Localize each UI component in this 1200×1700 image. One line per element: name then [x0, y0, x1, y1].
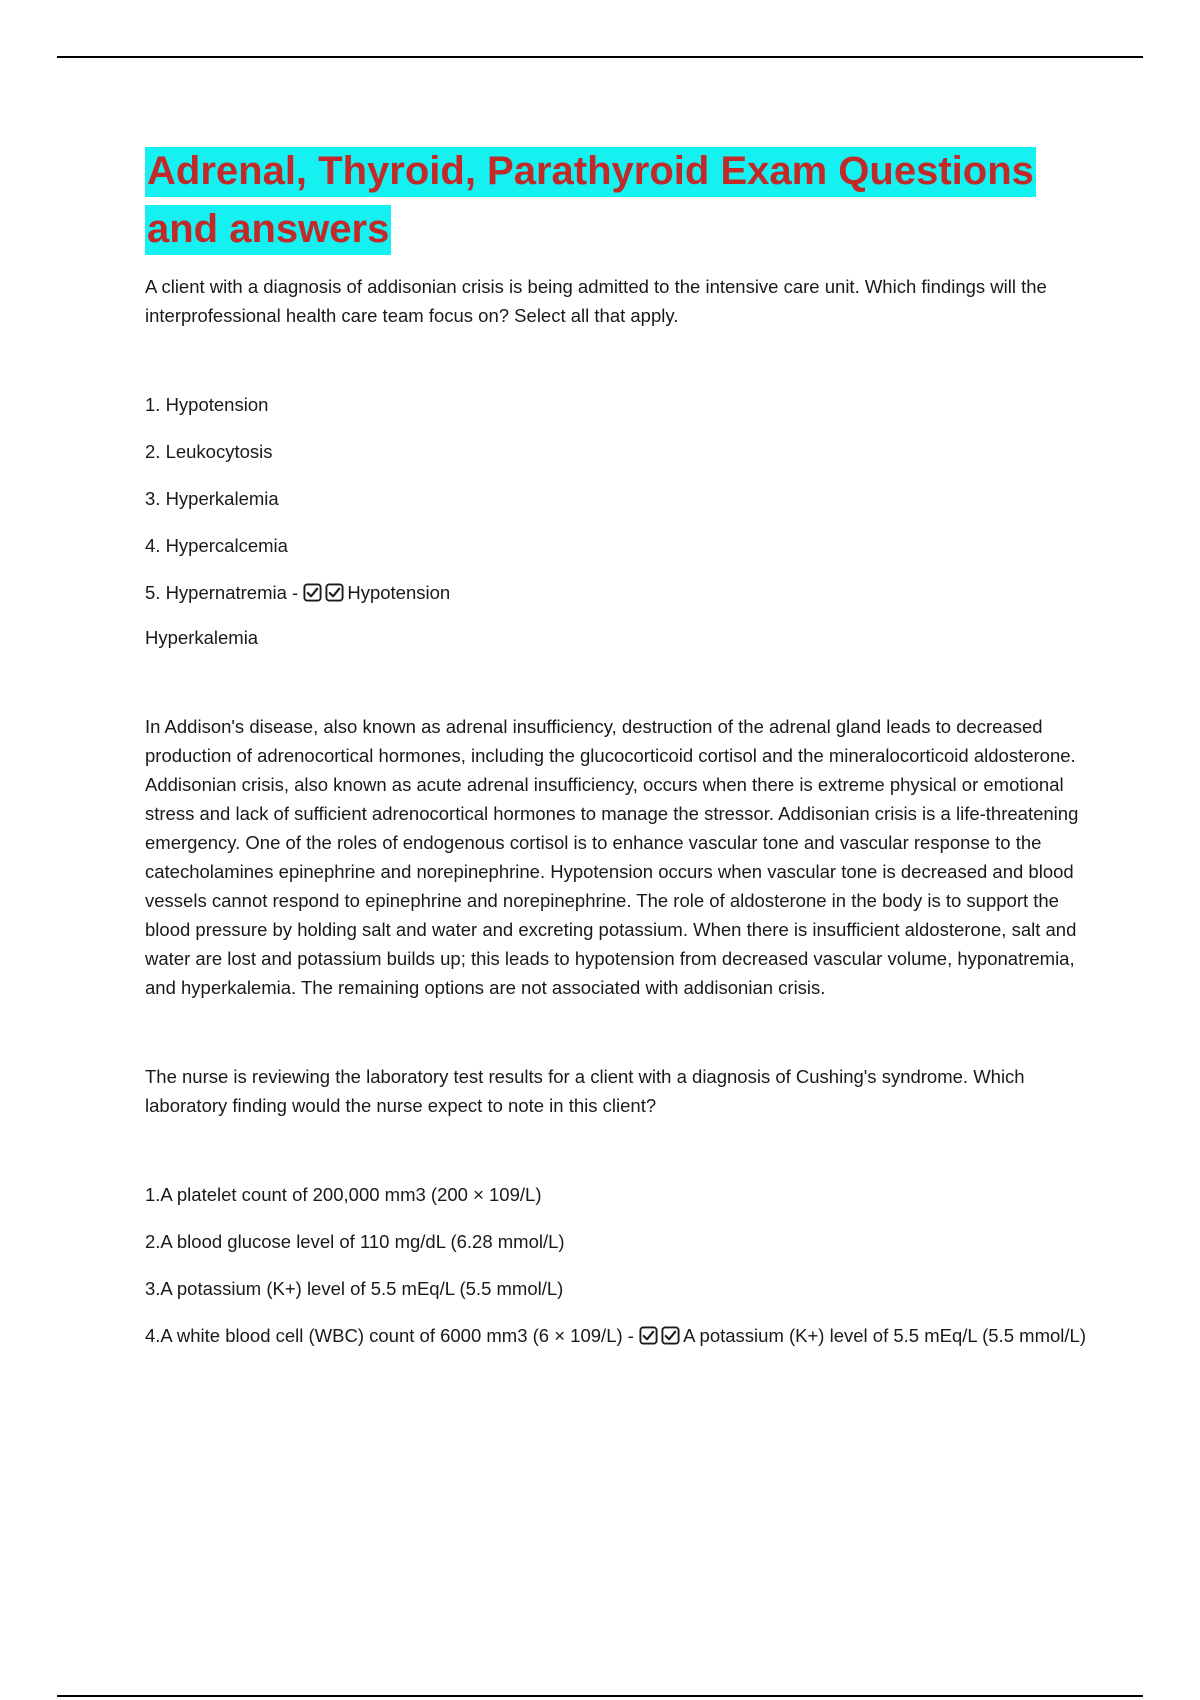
checkbox-checked-icon [661, 1326, 680, 1345]
checkbox-checked-icon [303, 583, 322, 602]
q1-answer-continued: Hyperkalemia [145, 627, 259, 648]
q1-option-1: 1. Hypotension [145, 394, 269, 415]
question-1-text: A client with a diagnosis of addisonian crisis is being admitted to the intensive care unit. Which findings will the interprofessional health care team focus on? Select all that apply. [145, 276, 1047, 326]
question-2-text: The nurse is reviewing the laboratory test results for a client with a diagnosis of Cushing's syndrome. Which laboratory finding would the nurse expect to note in this client? [145, 1066, 1025, 1116]
bottom-rule [57, 1695, 1143, 1697]
q1-option-2: 2. Leukocytosis [145, 441, 273, 462]
document-body [145, 142, 1090, 1368]
q2-answer-inline: A potassium (K+) level of 5.5 mEq/L (5.5 mmol/L) [683, 1325, 1086, 1346]
q1-option-3: 3. Hyperkalemia [145, 488, 279, 509]
checkbox-checked-icon [325, 583, 344, 602]
q1-explanation: In Addison's disease, also known as adrenal insufficiency, destruction of the adrenal gland leads to decreased production of adrenocortical hormones, including the glucocorticoid cortisol and the mineralocorticoid aldosterone. Addisonian crisis, also known as acute adrenal insufficiency, occurs when there is extreme physical or emotional stress and lack of sufficient adrenocortical hormones to manage the stressor. Addisonian crisis is a life-threatening emergency. One of the roles of endogenous cortisol is to enhance vascular tone and vascular response to the catecholamines epinephrine and norepinephrine. Hypotension occurs when vascular tone is decreased and blood vessels cannot respond to epinephrine and norepinephrine. The role of aldosterone in the body is to support the blood pressure by holding salt and water and excreting potassium. When there is insufficient aldosterone, salt and water are lost and potassium builds up; this leads to hypotension from decreased vascular volume, hyponatremia, and hyperkalemia. The remaining options are not associated with addisonian crisis. [145, 716, 1079, 998]
q2-option-4-with-answer: 4.A white blood cell (WBC) count of 6000 mm3 (6 × 109/L) - A potassium (K+) level of 5.5 mEq/L (5.5 mmol/L) [145, 1325, 1086, 1346]
page-title: Adrenal, Thyroid, Parathyroid Exam Questions and answers [145, 142, 1090, 258]
top-rule [57, 56, 1143, 58]
q1-option-4: 4. Hypercalcemia [145, 535, 288, 556]
q2-option-2: 2.A blood glucose level of 110 mg/dL (6.28 mmol/L) [145, 1231, 565, 1252]
q2-option-3: 3.A potassium (K+) level of 5.5 mEq/L (5.5 mmol/L) [145, 1278, 564, 1299]
q2-option-1: 1.A platelet count of 200,000 mm3 (200 × 109/L) [145, 1184, 542, 1205]
q1-option-5-with-answer: 5. Hypernatremia - Hypotension [145, 582, 451, 603]
q1-answer-inline: Hypotension [347, 582, 451, 603]
checkbox-checked-icon [639, 1326, 658, 1345]
